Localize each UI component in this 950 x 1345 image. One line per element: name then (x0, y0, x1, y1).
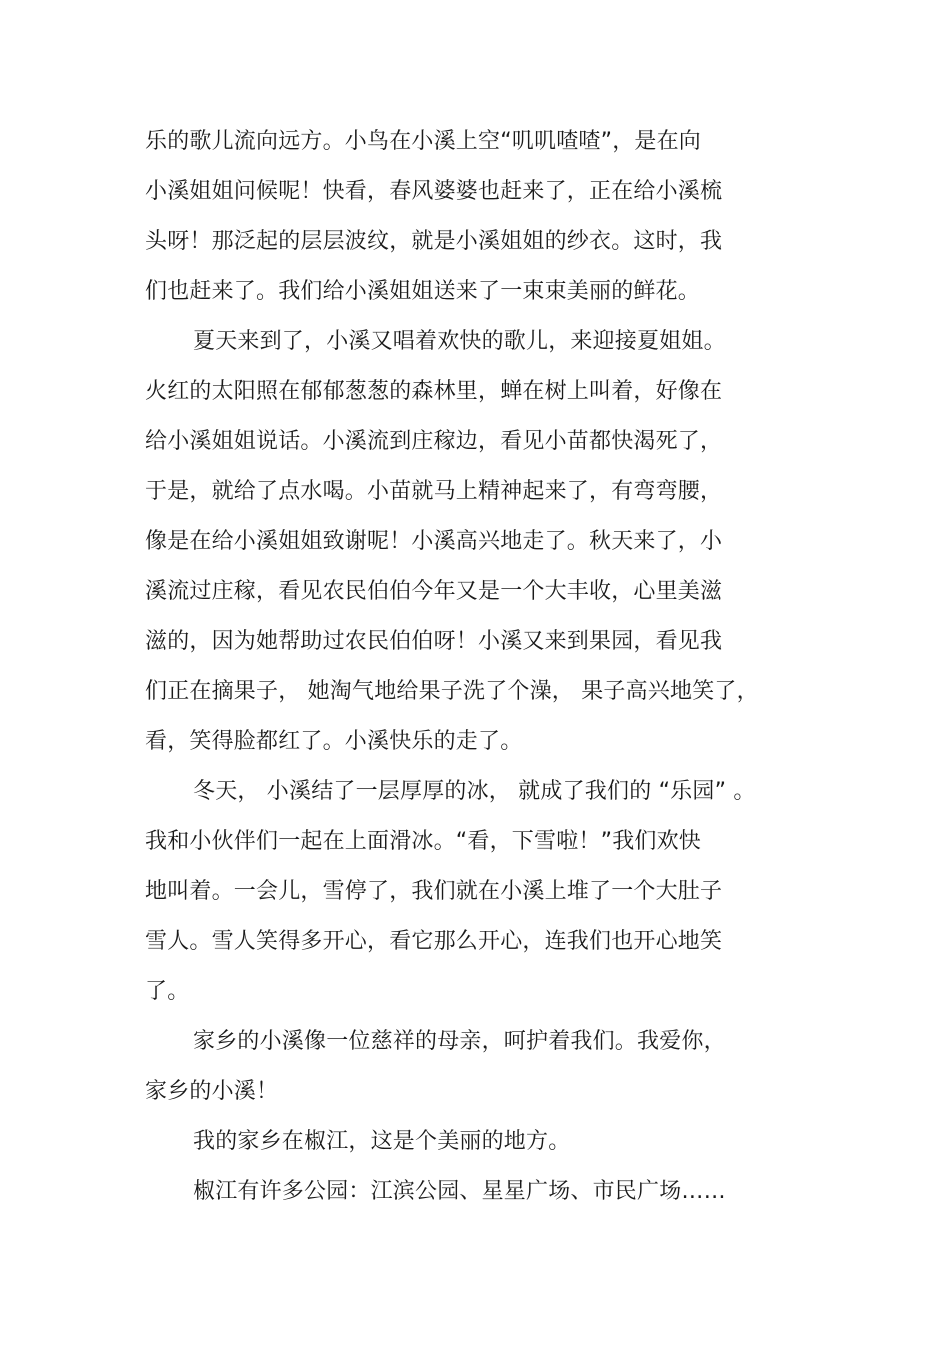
text-line: 火红的太阳照在郁郁葱葱的森林里，蝉在树上叫着，好像在 (145, 379, 723, 404)
text-line: 小溪姐姐问候呢！快看，春风婆婆也赶来了，正在给小溪梳 (145, 179, 723, 204)
paragraph-first-line: 夏天来到了，小溪又唱着欢快的歌儿，来迎接夏姐姐。 (193, 329, 726, 354)
text-line: 地叫着。一会儿，雪停了，我们就在小溪上堆了一个大肚子 (145, 879, 723, 904)
text-line: 溪流过庄稼，看见农民伯伯今年又是一个大丰收，心里美滋 (145, 579, 723, 604)
text-line: 滋的，因为她帮助过农民伯伯呀！小溪又来到果园，看见我 (145, 629, 723, 654)
text-line: 于是，就给了点水喝。小苗就马上精神起来了，有弯弯腰， (145, 479, 723, 504)
text-line: 头呀！那泛起的层层波纹，就是小溪姐姐的纱衣。这时，我 (145, 229, 723, 254)
text-line: 雪人。雪人笑得多开心，看它那么开心，连我们也开心地笑 (145, 929, 723, 954)
paragraph-first-line: 椒江有许多公园：江滨公园、星星广场、市民广场…… (193, 1179, 726, 1204)
paragraph-first-line: 我的家乡在椒江，这是个美丽的地方。 (193, 1129, 571, 1154)
text-line: 像是在给小溪姐姐致谢呢！小溪高兴地走了。秋天来了，小 (145, 529, 723, 554)
text-line: 们正在摘果子， 她淘气地给果子洗了个澡， 果子高兴地笑了， (145, 679, 759, 704)
paragraph-first-line: 冬天， 小溪结了一层厚厚的冰， 就成了我们的 “乐园” 。 (193, 779, 756, 804)
text-line: 看，笑得脸都红了。小溪快乐的走了。 (145, 729, 523, 754)
paragraph-first-line: 家乡的小溪像一位慈祥的母亲，呵护着我们。我爱你， (193, 1029, 726, 1054)
text-line: 们也赶来了。我们给小溪姐姐送来了一束束美丽的鲜花。 (145, 279, 701, 304)
text-line: 我和小伙伴们一起在上面滑冰。“看，下雪啦！”我们欢快 (145, 829, 701, 854)
text-line: 乐的歌儿流向远方。小鸟在小溪上空“叽叽喳喳”，是在向 (145, 129, 701, 154)
text-line: 家乡的小溪！ (145, 1079, 279, 1104)
text-line: 了。 (145, 979, 190, 1004)
text-line: 给小溪姐姐说话。小溪流到庄稼边，看见小苗都快渴死了， (145, 429, 723, 454)
